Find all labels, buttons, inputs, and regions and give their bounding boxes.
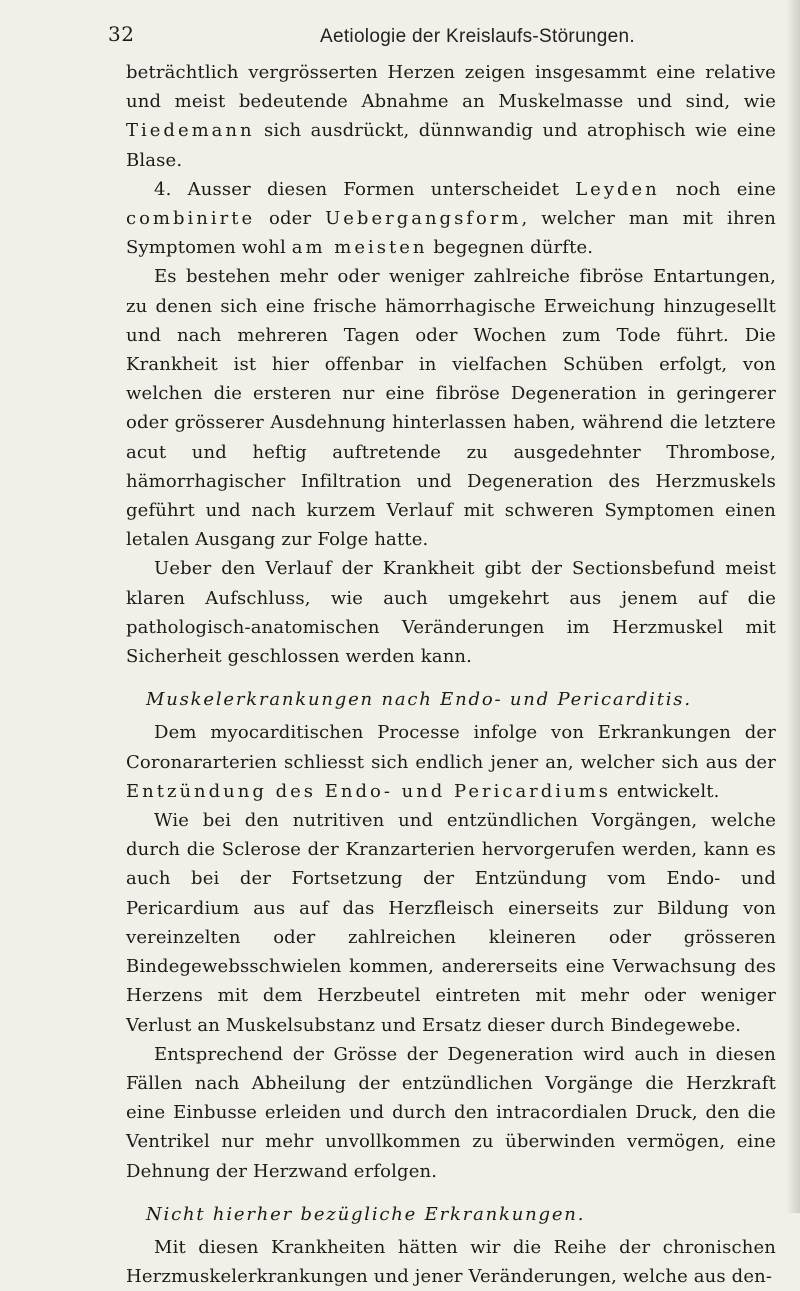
- paragraph-3: Es bestehen mehr oder weniger zahlreiche fibröse Entartungen, zu denen sich eine frische hämorrhagische Erweichung hinzugesellt und nach mehreren Tagen oder Wochen zum Tode führt. Die Krankheit ist hier offenbar in vielfachen Schüben erfolgt, von welchen die ersteren nur eine fibröse Degeneration in geringerer oder grösserer Ausdehnung hinterlassen haben, während die letztere acut und heftig auftretende zu ausgedehnter Thrombose, hämorrhagischer Infiltration und Degeneration des Herzmuskels geführt und nach kurzem Verlauf mit schweren Symptomen einen letalen Ausgang zur Folge hatte.: [126, 266, 776, 551]
- running-title: Aetiologie der Kreislaufs-Störungen.: [320, 26, 635, 47]
- text-run: , welcher man mit ihren Symptomen wohl: [126, 208, 776, 259]
- text-run: noch eine: [659, 178, 776, 200]
- paragraph-7: Entsprechend der Grösse der Degeneration wird auch in diesen Fällen nach Abheilung der entzündlichen Vorgänge die Herzkraft eine Einbusse erleiden und durch den intracordialen Druck, den die Ventrikel nur mehr unvollkommen zu überwinden vermögen, eine Dehnung der Herzwand erfolgen.: [126, 1043, 776, 1182]
- page-edge-shadow: [786, 0, 800, 1213]
- text-run: entwickelt.: [610, 780, 720, 802]
- paragraph-4: Ueber den Verlauf der Krankheit gibt der Sectionsbefund meist klaren Aufschluss, wie auch umgekehrt aus jenem auf die pathologisch-anatomischen Veränderungen im Herzmuskel mit Sicherheit geschlossen werden kann.: [126, 558, 776, 668]
- section-heading-1: Muskelerkrankungen nach Endo- und Pericarditis.: [146, 689, 692, 711]
- section-heading-2: Nicht hierher bezügliche Erkrankungen.: [146, 1203, 586, 1225]
- spaced-name-leyden: Leyden: [575, 178, 660, 200]
- text-run: 4. Ausser diesen Formen unterscheidet: [154, 178, 576, 200]
- paragraph-5: [126, 718, 776, 806]
- text-run: sich ausdrückt, dünnwandig und atrophisch wie eine Blase.: [126, 120, 776, 171]
- paragraph-6: Wie bei den nutritiven und entzündlichen Vorgängen, welche durch die Sclerose der Kranzarterien hervorgerufen werden, kann es auch bei der Fortsetzung der Entzündung vom Endo- und Pericardium aus auf das Herzfleisch einerseits zur Bildung von vereinzelten oder zahlreichen kleineren oder grösseren Bindegewebsschwielen kommen, andererseits eine Verwachsung des Herzens mit dem Herzbeutel eintreten mit mehr oder weniger Verlust an Muskelsubstanz und Ersatz dieser durch Bindegewebe.: [126, 810, 776, 1036]
- spaced-term-combinirte: combinirte: [126, 208, 256, 230]
- spaced-term-entzuendung: Entzündung des Endo- und Pericardiums: [126, 780, 611, 802]
- text-run: oder: [255, 208, 326, 230]
- page-number: 32: [108, 22, 135, 46]
- page-header: [108, 18, 760, 52]
- spaced-term-am-meisten: am meisten: [291, 237, 428, 259]
- spaced-term-uebergangsform: Uebergangsform: [325, 208, 522, 230]
- text-run: begegnen dürfte.: [427, 237, 594, 259]
- text-run: Dem myocarditischen Processe infolge von Erkrankungen der Coronararterien schliesst sich endlich jener an, welcher sich aus der: [126, 722, 776, 773]
- paragraph-8: Mit diesen Krankheiten hätten wir die Reihe der chronischen Herzmuskelerkrankungen und jener Veränderungen, welche aus den-: [126, 1236, 776, 1288]
- spaced-name-tiedemann: Tiedemann: [126, 120, 255, 142]
- text-run: beträchtlich vergrösserten Herzen zeigen insgesammt eine relative und meist bedeutende Abnahme an Muskelmasse und sind, wie: [126, 62, 776, 113]
- paragraph-2: [126, 175, 776, 263]
- page-body: [126, 58, 776, 1291]
- paragraph-1: [126, 58, 776, 175]
